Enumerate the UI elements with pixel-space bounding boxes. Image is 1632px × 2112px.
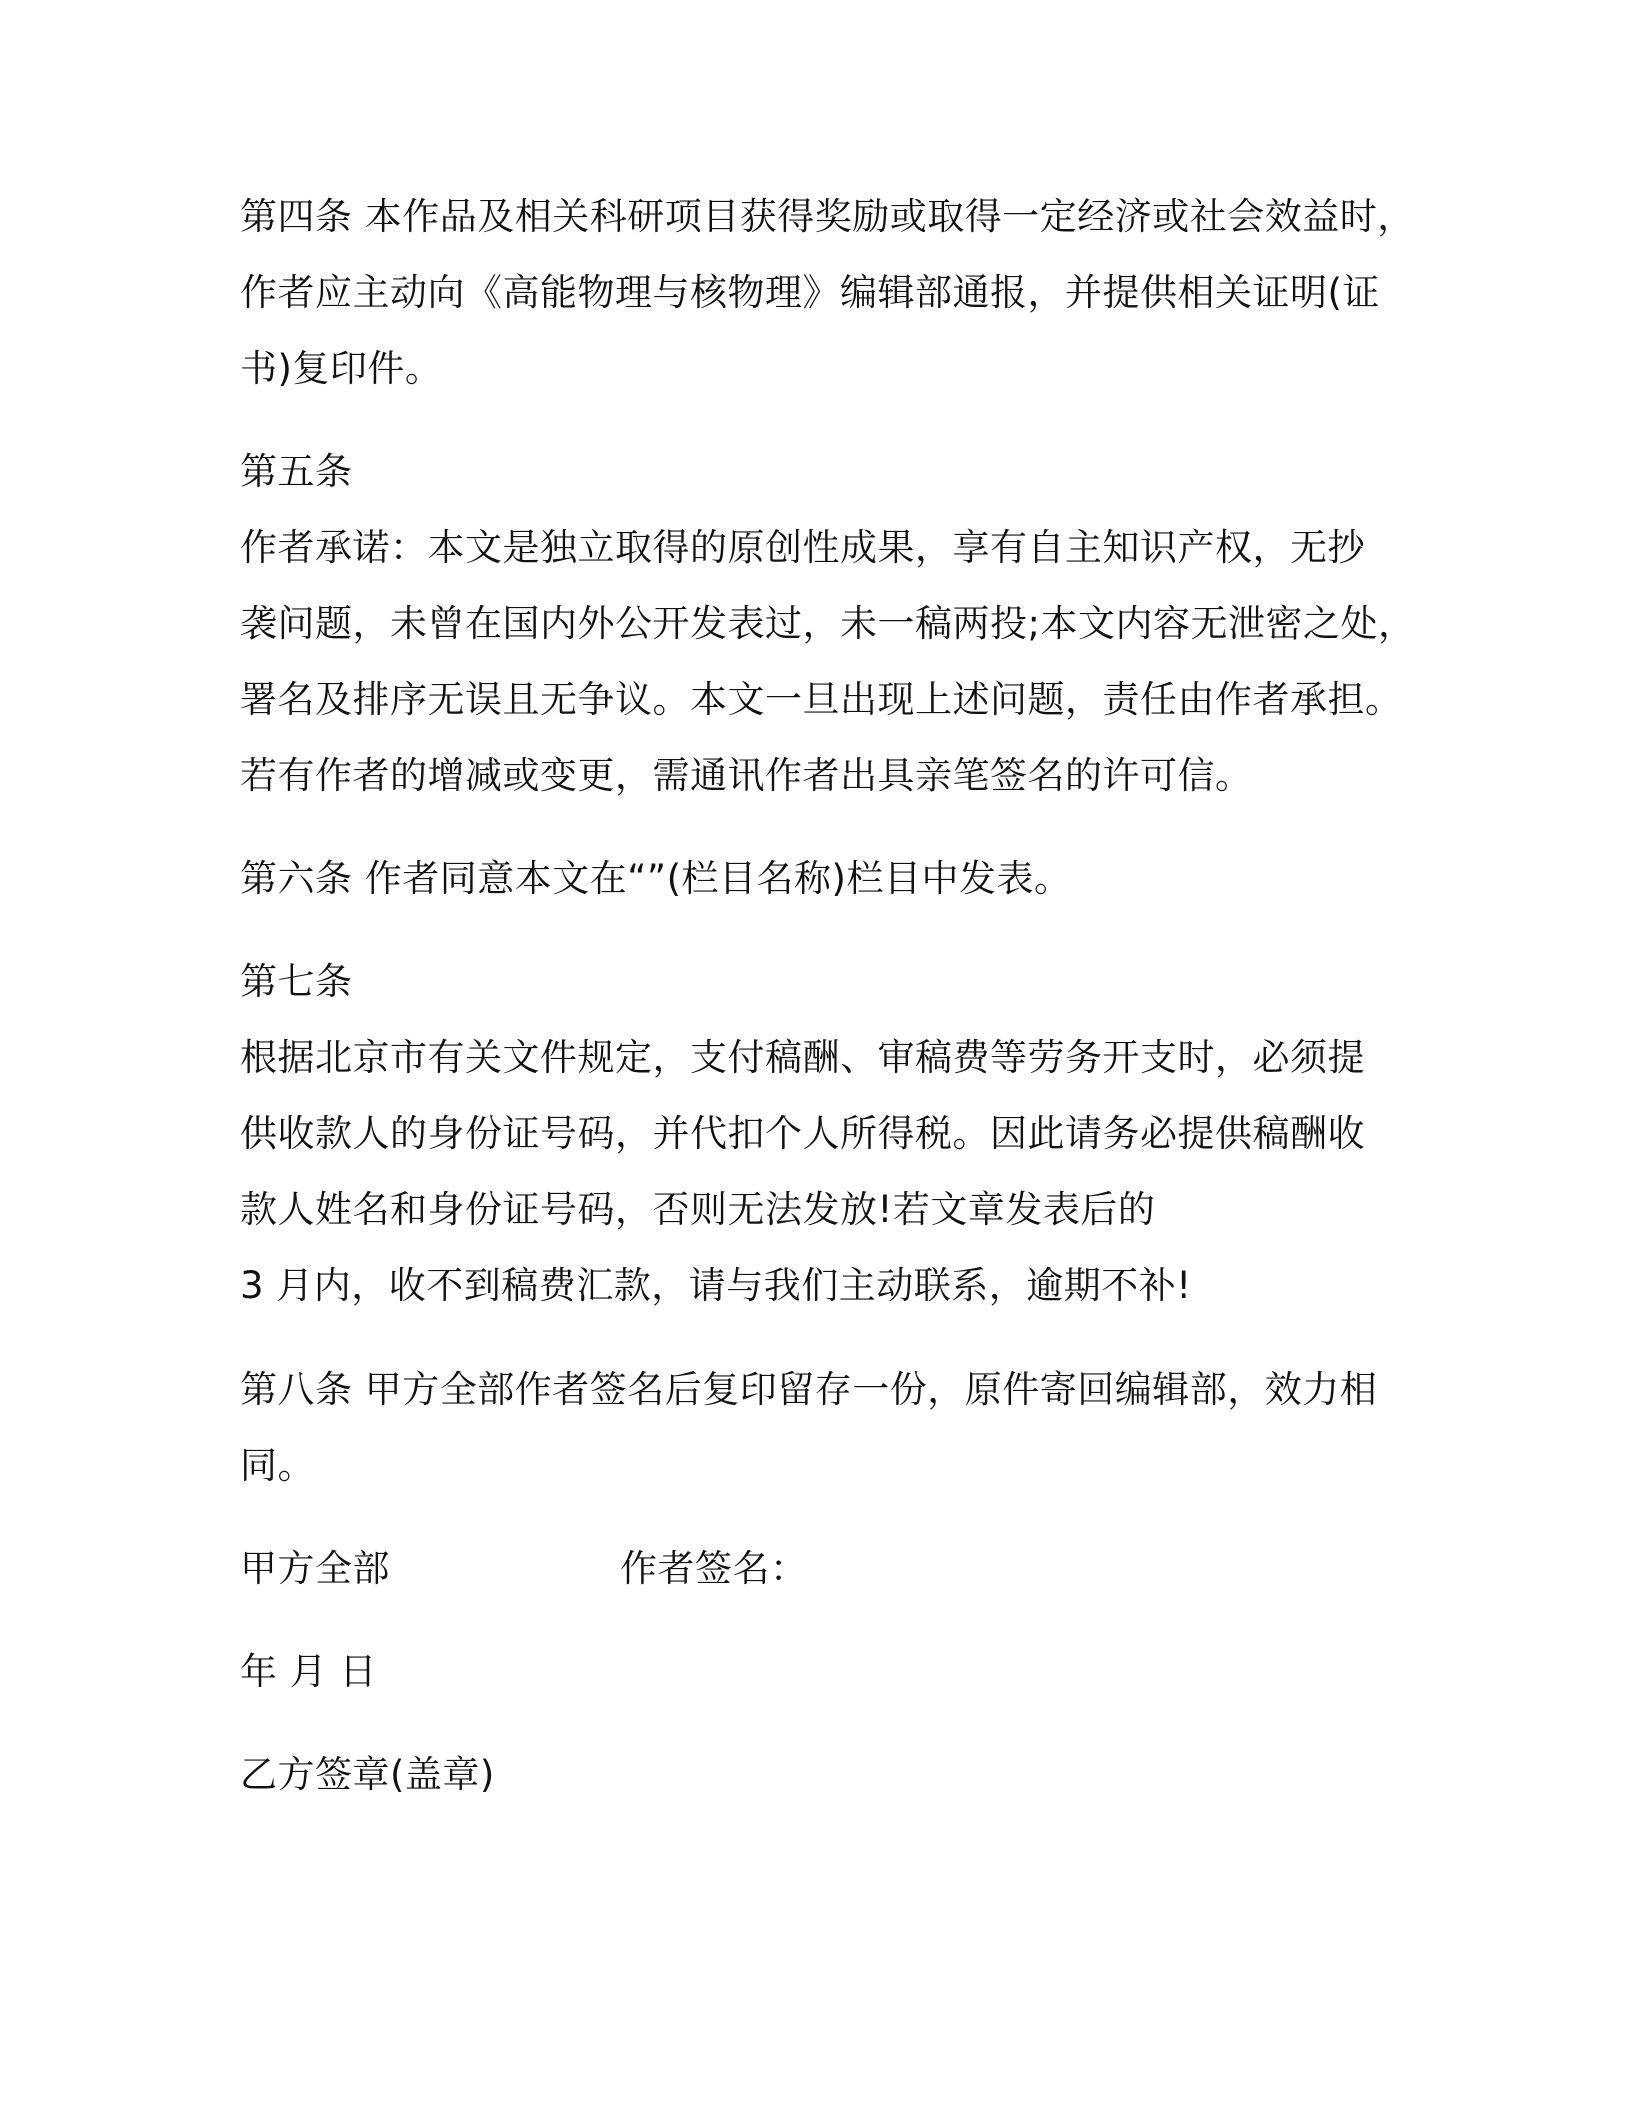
article4-line2: 作者应主动向《高能物理与核物理》编辑部通报，并提供相关证明(证	[240, 271, 1380, 314]
article5-heading: 第五条	[240, 450, 353, 493]
article7-line3: 款人姓名和身份证号码，否则无法发放!若文章发表后的	[240, 1188, 1156, 1231]
article7-line4: 3 月内，收不到稿费汇款，请与我们主动联系，逾期不补!	[240, 1264, 1192, 1307]
party-b-seal-label: 乙方签章(盖章)	[240, 1753, 495, 1796]
article5-line2: 袭问题，未曾在国内外公开发表过，未一稿两投;本文内容无泄密之处，	[240, 602, 1416, 645]
date-label: 年 月 日	[240, 1650, 378, 1693]
article5-line4: 若有作者的增减或变更，需通讯作者出具亲笔签名的许可信。	[240, 754, 1253, 797]
article6-line1: 第六条 作者同意本文在“”(栏目名称)栏目中发表。	[240, 857, 1072, 900]
article7-line1: 根据北京市有关文件规定，支付稿酬、审稿费等劳务开支时，必须提	[240, 1036, 1365, 1079]
article4-line3: 书)复印件。	[240, 347, 443, 390]
article8-line2: 同。	[240, 1444, 315, 1487]
article5-line3: 署名及排序无误且无争议。本文一旦出现上述问题，责任由作者承担。	[240, 678, 1403, 721]
article7-line2: 供收款人的身份证号码，并代扣个人所得税。因此请务必提供稿酬收	[240, 1112, 1365, 1155]
article7-heading: 第七条	[240, 960, 353, 1003]
author-sign-label: 作者签名：	[620, 1547, 808, 1590]
article5-line1: 作者承诺：本文是独立取得的原创性成果，享有自主知识产权，无抄	[240, 526, 1365, 569]
article4-line1: 第四条 本作品及相关科研项目获得奖励或取得一定经济或社会效益时，	[240, 195, 1415, 238]
party-a-label: 甲方全部	[240, 1547, 390, 1590]
article8-line1: 第八条 甲方全部作者签名后复印留存一份，原件寄回编辑部，效力相	[240, 1368, 1378, 1411]
